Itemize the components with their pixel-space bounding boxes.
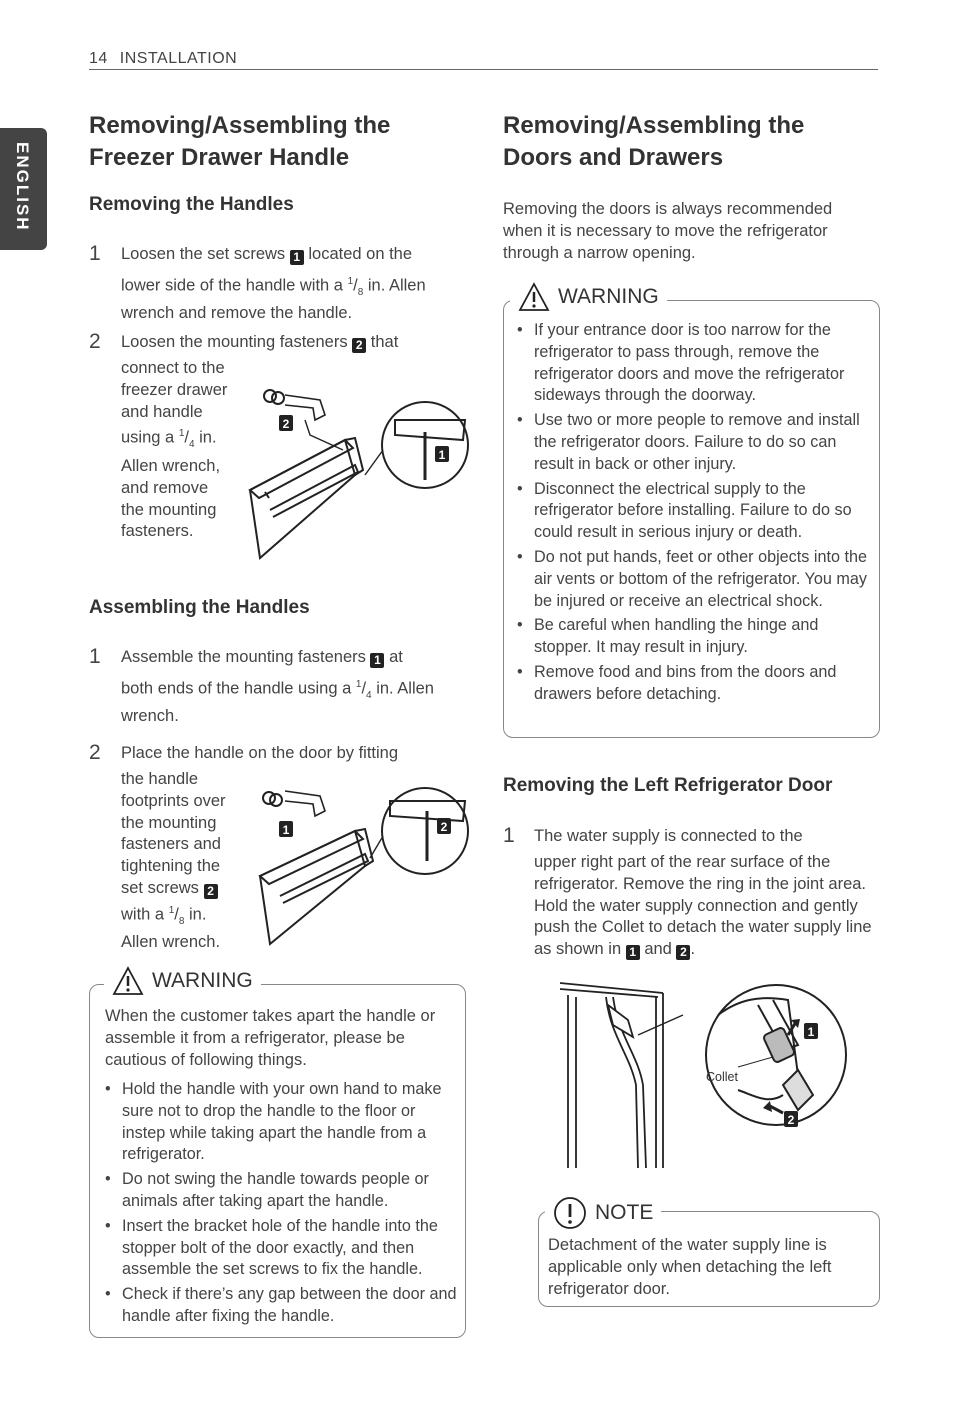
callout-badge-2-label: 2 xyxy=(440,820,448,834)
language-tab xyxy=(0,128,47,250)
removing-step1-text: Loosen the set screws 1 located on the lower side of the handle with a $^1/_8$ in. Allen wrench and remove the handle. xyxy=(121,245,426,323)
warning-triangle-icon xyxy=(518,282,550,312)
right-title xyxy=(503,110,883,174)
step-number: 1 xyxy=(89,645,101,668)
left-title xyxy=(89,110,469,174)
left-door-heading: Removing the Left Refrigerator Door xyxy=(503,775,833,796)
list-item: • Insert the bracket hole of the handle into the stopper bolt of the door exactly, and then assemble the set screws to fix the handle. xyxy=(105,1216,457,1281)
handle-removal-illustration xyxy=(245,380,470,565)
left-warning-intro: When the customer takes apart the handle or assemble it from a refrigerator, please be cautious of following things. xyxy=(105,1007,436,1069)
right-title-line1: Removing/Assembling the xyxy=(503,112,805,139)
callout-badge-1: 1 xyxy=(290,250,304,265)
left-door-step1-text: upper right part of the rear surface of the refrigerator. Remove the ring in the joint area. Hold the water supply connection and gently push the Collet to detach the water supply line as shown in 1 and 2 . xyxy=(534,853,872,960)
note-text: Detachment of the water supply line is applicable only when detaching the left refrigerator door. xyxy=(548,1236,832,1298)
collet-label: Collet xyxy=(706,1070,738,1084)
assembling-step2-continued: the handle footprints over the mounting fasteners and tightening the set screws 2 with a $^1/_8$ in. Allen wrench. xyxy=(121,770,226,952)
removing-handles-heading: Removing the Handles xyxy=(89,194,294,215)
left-warning-title: WARNING xyxy=(104,966,261,996)
note-title: NOTE xyxy=(545,1196,661,1230)
list-item: • Check if there’s any gap between the door and handle after fixing the handle. xyxy=(105,1284,457,1328)
note-exclamation-icon xyxy=(553,1196,587,1230)
language-tab-label: ENGLISH xyxy=(13,142,32,232)
step-number: 2 xyxy=(89,330,101,353)
step-number: 1 xyxy=(503,824,515,847)
callout-badge-2-label: 2 xyxy=(282,417,290,431)
right-warning-title: WARNING xyxy=(510,282,667,312)
assembling-step2-text: Place the handle on the door by fitting xyxy=(121,744,399,762)
page-header xyxy=(89,50,237,68)
header-rule xyxy=(89,69,878,70)
section-title: INSTALLATION xyxy=(119,50,238,67)
callout-badge-1-label: 1 xyxy=(438,448,446,462)
right-intro: Removing the doors is always recommended when it is necessary to move the refrigerator through a narrow opening. xyxy=(503,200,833,262)
list-item: • If your entrance door is too narrow for the refrigerator to pass through, remove the refrigerator doors and move the refrigerator sideways through the doorway. xyxy=(517,320,869,407)
handle-assembly-illustration xyxy=(255,776,470,946)
right-title-line2: Doors and Drawers xyxy=(503,144,724,171)
left-title-line1: Removing/Assembling the xyxy=(89,112,391,139)
left-warning-list xyxy=(105,1079,457,1331)
removing-step2-continued: connect to the freezer drawer and handle using a $^1/_4$ in. Allen wrench, and remove the mounting fasteners. xyxy=(121,359,228,541)
list-item: • Remove food and bins from the doors and drawers before detaching. xyxy=(517,662,869,706)
page-number: 14 xyxy=(89,50,108,67)
list-item: • Hold the handle with your own hand to make sure not to drop the handle to the floor or instep while taking apart the handle from a refrigerator. xyxy=(105,1079,457,1166)
callout-badge-2: 2 xyxy=(204,884,218,899)
list-item: • Use two or more people to remove and install the refrigerator doors. Failure to do so can result in back or other injury. xyxy=(517,410,869,475)
water-supply-illustration xyxy=(558,975,853,1170)
callout-badge-1: 1 xyxy=(370,653,384,668)
step-number: 2 xyxy=(89,741,101,764)
step-number: 1 xyxy=(89,242,101,265)
callout-badge-2: 2 xyxy=(676,945,690,960)
callout-badge-2-label: 2 xyxy=(787,1113,795,1127)
removing-step2-text: Loosen the mounting fasteners 2 that xyxy=(121,333,399,352)
assembling-step1-text: Assemble the mounting fasteners 1 at both ends of the handle using a $^1/_4$ in. Allen wrench. xyxy=(121,648,434,726)
list-item: • Be careful when handling the hinge and stopper. It may result in injury. xyxy=(517,615,869,659)
list-item: • Do not swing the handle towards people or animals after taking apart the handle. xyxy=(105,1169,457,1213)
right-warning-list xyxy=(517,320,869,709)
list-item: • Do not put hands, feet or other objects into the air vents or bottom of the refrigerator. You may be injured or receive an electrical shock. xyxy=(517,547,869,612)
callout-badge-1-label: 1 xyxy=(807,1025,815,1039)
callout-badge-1-label: 1 xyxy=(282,823,290,837)
callout-badge-1: 1 xyxy=(626,945,640,960)
left-title-line2: Freezer Drawer Handle xyxy=(89,144,350,171)
warning-triangle-icon xyxy=(112,966,144,996)
list-item: • Disconnect the electrical supply to the refrigerator before installing. Failure to do so could result in serious injury or death. xyxy=(517,479,869,544)
left-door-step1-first: The water supply is connected to the xyxy=(534,827,803,845)
assembling-handles-heading: Assembling the Handles xyxy=(89,597,310,618)
callout-badge-2: 2 xyxy=(352,338,366,353)
